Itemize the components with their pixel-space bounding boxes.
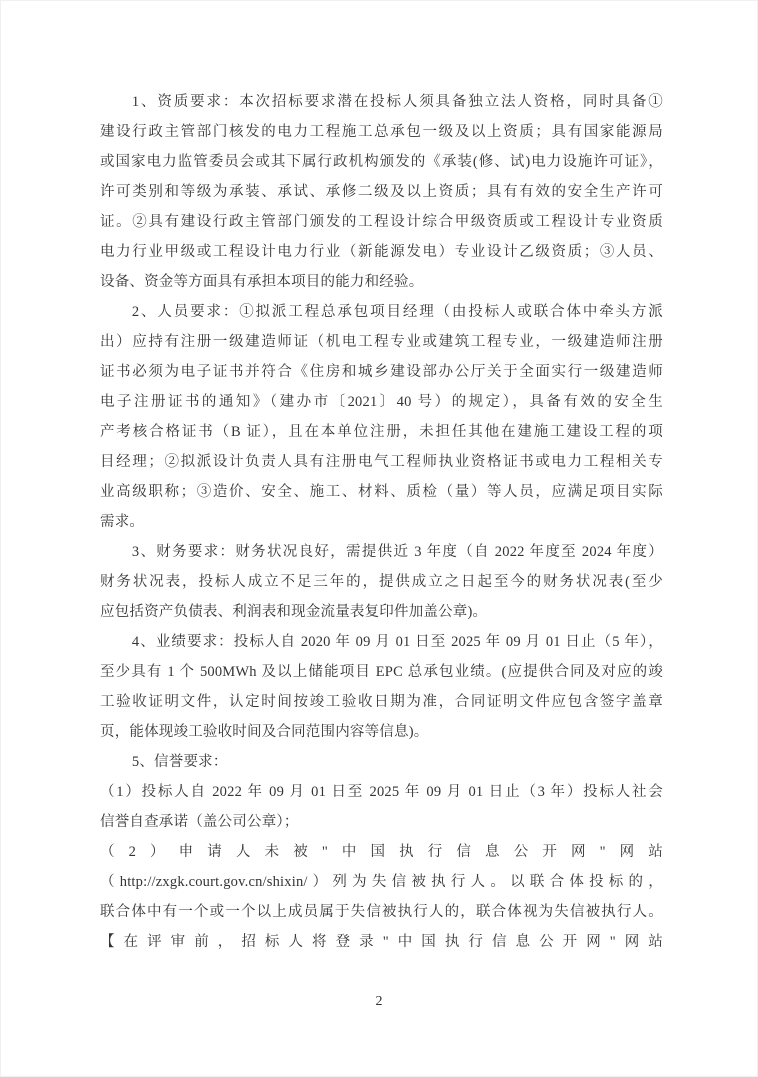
text-line: 财务状况表，投标人成立不足三年的，提供成立之日起至今的财务状况表(至少 [100,574,663,590]
text-line: 证书必须为电子证书并符合《住房和城乡建设部办公厅关于全面实行一级建造师 [100,364,663,380]
text-line: 4、业绩要求：投标人自 2020 年 09 月 01 日至 2025 年 09 月 01 日止（5 年）， [131,634,663,650]
text-line: 业高级职称；③造价、安全、施工、材料、质检（量）等人员，应满足项目实际 [100,484,663,500]
text-line: 2、人员要求：①拟派工程总承包项目经理（由投标人或联合体中牵头方派 [131,304,663,320]
text-line: 产考核合格证书（B 证），且在本单位注册，未担任其他在建施工建设工程的项 [100,424,663,440]
text-line: 许可类别和等级为承装、承试、承修二级及以上资质；具有有效的安全生产许可 [100,184,663,200]
text-line: 电力行业甲级或工程设计电力行业（新能源发电）专业设计乙级资质；③人员、 [100,244,663,260]
text-line: 页，能体现竣工验收时间及合同范围内容等信息)。 [100,724,429,740]
text-line: 设备、资金等方面具有承担本项目的能力和经验。 [100,274,424,290]
text-line: 电子注册证书的通知》（建办市〔2021〕40 号）的规定），具备有效的安全生 [100,394,663,410]
text-line: 出）应持有注册一级建造师证（机电工程专业或建筑工程专业，一级建造师注册 [100,334,663,350]
text-line: （1）投标人自 2022 年 09 月 01 日至 2025 年 09 月 01 日止（3 年）投标人社会 [100,784,663,800]
text-line: 5、信誉要求： [131,754,228,770]
text-line: 需求。 [100,514,145,530]
text-line: 1、资质要求：本次招标要求潜在投标人须具备独立法人资格，同时具备① [131,94,663,110]
text-line: 【在评审前，招标人将登录"中国执行信息公开网"网站 [100,934,663,950]
document-body [100,87,663,957]
text-line: 信誉自查承诺（盖公司公章）； [100,814,299,830]
text-line: 或国家电力监管委员会或其下属行政机构颁发的《承装(修、试)电力设施许可证》， [100,154,663,170]
text-line: 联合体中有一个或一个以上成员属于失信被执行人的，联合体视为失信被执行人。 [100,904,663,920]
text-line: 工验收证明文件，认定时间按竣工验收日期为准，合同证明文件应包含签字盖章 [100,694,663,710]
text-line: 建设行政主管部门核发的电力工程施工总承包一级及以上资质；具有国家能源局 [100,124,663,140]
text-line: （2）申请人未被"中国执行信息公开网"网站 [100,844,663,860]
text-line: 目经理；②拟派设计负责人具有注册电气工程师执业资格证书或电力工程相关专 [100,454,663,470]
page-number: 2 [375,994,383,1009]
text-line: 至少具有 1 个 500MWh 及以上储能项目 EPC 总承包业绩。(应提供合同及对应的竣 [100,664,663,680]
text-line: 证。②具有建设行政主管部门颁发的工程设计综合甲级资质或工程设计专业资质 [100,214,663,230]
text-line: 3、财务要求：财务状况良好，需提供近 3 年度（自 2022 年度至 2024 年度） [131,544,663,560]
text-line: 应包括资产负债表、利润表和现金流量表复印件加盖公章)。 [100,604,488,620]
text-line: （http://zxgk.court.gov.cn/shixin/）列为失信被执行人。以联合体投标的， [100,874,663,890]
